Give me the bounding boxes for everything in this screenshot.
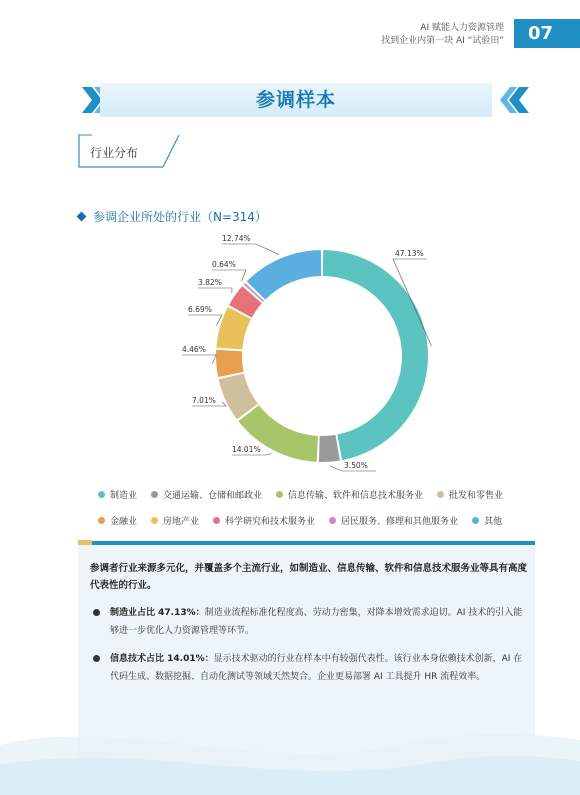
slice-label-6: 6.69% (188, 305, 212, 314)
leader-line-5 (182, 355, 216, 364)
summary-lead: 参调者行业来源多元化，并覆盖多个主流行业，如制造业、信息传输、软件和信息技术服务业等具有高度代表性的行业。 (90, 563, 528, 591)
legend-swatch (151, 491, 158, 498)
legend-label: 信息传输、软件和信息技术服务业 (288, 491, 424, 501)
slice-label-1: 47.13% (395, 249, 424, 258)
legend-item (276, 488, 423, 501)
slice-label-8: 0.64% (212, 260, 236, 269)
legend-item (213, 514, 315, 527)
legend-swatch (98, 491, 105, 498)
header-line-1: AI 赋能人力资源管理 (420, 23, 504, 33)
legend-label: 金融业 (110, 517, 138, 527)
summary-bullet-1 (110, 604, 530, 640)
slice-label-2: 3.50% (344, 461, 368, 470)
chart-legend (98, 488, 538, 540)
legend-label: 其他 (484, 517, 503, 527)
bullet-2-text: 显示技术驱动的行业在样本中有较强代表性。该行业本身依赖技术创新，AI 在代码生成、数据挖掘、自动化测试等领域天然契合。企业更易部署 AI 工具提升 HR 流程效率。 (110, 654, 523, 682)
legend-item (98, 488, 137, 501)
legend-item (151, 514, 199, 527)
slice-label-7: 3.82% (198, 278, 222, 287)
leader-line-6 (188, 315, 222, 326)
donut-slice-2 (319, 435, 340, 462)
summary-bullet-2 (110, 650, 530, 686)
legend-label: 交通运输、仓储和邮政业 (163, 491, 263, 501)
legend-item (437, 488, 503, 501)
header-line-2: 找到企业内第一块 AI “试验田” (381, 36, 504, 46)
donut-slice-5 (216, 350, 244, 377)
legend-swatch (151, 517, 158, 524)
decorative-wave (0, 705, 580, 795)
legend-label: 科学研究和技术服务业 (225, 517, 316, 527)
bullet-1-head: 制造业占比 47.13%： (110, 608, 205, 618)
legend-item (98, 514, 137, 527)
slice-label-3: 14.01% (232, 445, 261, 454)
legend-item (472, 514, 502, 527)
chart-title-text: 参调企业所处的行业（N=314） (93, 210, 267, 224)
legend-swatch (98, 517, 105, 524)
leader-line-7 (198, 288, 232, 293)
legend-swatch (213, 517, 220, 524)
legend-label: 居民服务、修理和其他服务业 (341, 517, 459, 527)
legend-item (329, 514, 458, 527)
legend-swatch (472, 517, 479, 524)
page-number: 07 (514, 19, 580, 48)
legend-swatch (276, 491, 283, 498)
legend-label: 房地产业 (163, 517, 200, 527)
legend-row-2 (98, 514, 538, 527)
donut-slice-1 (323, 250, 428, 460)
legend-swatch (329, 517, 336, 524)
bullet-1-text: 制造业流程标准化程度高、劳动力密集，对降本增效需求迫切。AI 技术的引入能够进一步优化人力资源管理等环节。 (110, 608, 523, 636)
bullet-dot-icon (93, 609, 100, 616)
slice-label-9: 12.74% (222, 234, 251, 243)
legend-swatch (437, 491, 444, 498)
legend-item (151, 488, 262, 501)
legend-row-1 (98, 488, 538, 501)
slice-label-5: 4.46% (182, 345, 206, 354)
legend-label: 制造业 (110, 491, 138, 501)
bullet-2-head: 信息技术占比 14.01%： (110, 654, 214, 664)
donut-slice-9 (247, 250, 321, 300)
leader-line-9 (222, 244, 279, 255)
bullet-dot-icon (93, 655, 100, 662)
slice-label-4: 7.01% (192, 396, 216, 405)
legend-label: 批发和零售业 (449, 491, 504, 501)
page-title: 参调样本 (255, 89, 336, 111)
section-label: 行业分布 (90, 146, 139, 160)
